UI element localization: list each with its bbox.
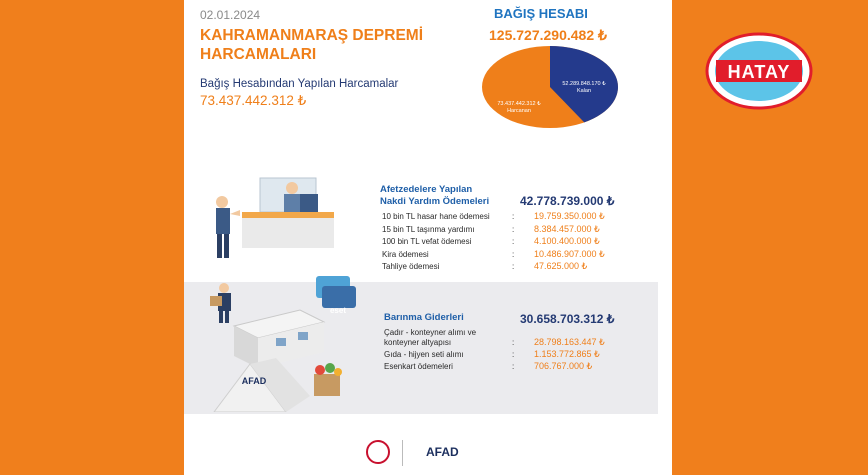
cash-aid-title-line1: Afetzedelere Yapılan (380, 184, 473, 195)
date: 02.01.2024 (200, 8, 261, 22)
shelter-row-label-line1: Çadır - konteyner alımı ve (384, 328, 477, 337)
hatay-channel-logo (704, 32, 814, 110)
shelter-row-label (384, 328, 476, 348)
row-separator: : (512, 212, 515, 221)
pie-remaining-text (556, 81, 612, 95)
pie-spent-value: 73.437.442.312 ₺ (497, 101, 541, 107)
service-desk-illustration (208, 164, 348, 268)
infographic-panel (184, 0, 672, 475)
shelter-row-label (384, 362, 453, 372)
shelter-row-value: 28.798.163.447 ₺ (534, 337, 605, 347)
row-separator: : (512, 249, 515, 259)
shelter-row-label (384, 350, 464, 360)
cash-aid-row-value: 19.759.350.000 ₺ (534, 211, 605, 221)
cash-aid-row-value: 47.625.000 ₺ (534, 261, 588, 271)
pie-spent-label: Harcanan (507, 108, 531, 114)
cash-aid-row-value: 10.486.907.000 ₺ (534, 248, 605, 259)
cash-aid-row-label: Tahliye ödemesi (382, 262, 440, 271)
cash-aid-section (184, 156, 672, 278)
cash-aid-row-value: 4.100.400.000 ₺ (534, 236, 600, 246)
shelter-section (184, 282, 658, 414)
ministry-emblem (366, 440, 390, 464)
spent-label: Bağış Hesabından Yapılan Harcamalar (200, 78, 399, 90)
shelter-row-label-line1: Gıda - hijyen seti alımı (384, 350, 464, 359)
cash-aid-title-line2: Nakdi Yardım Ödemeleri (380, 196, 490, 207)
donation-total: 125.727.290.482 ₺ (489, 27, 607, 43)
shelter-title: Barınma Giderleri (384, 312, 464, 323)
cash-aid-row-label: 15 bin TL taşınma yardımı (382, 224, 475, 234)
shelter-row-label-line2: konteyner altyapısı (384, 338, 452, 347)
row-separator: : (512, 262, 515, 271)
row-separator: : (512, 338, 515, 347)
donation-title: BAĞIŞ HESABI (494, 6, 588, 21)
page-title: KAHRAMANMARAŞ DEPREMİ HARCAMALARI (200, 27, 424, 63)
cash-aid-total: 42.778.739.000 ₺ (520, 194, 615, 208)
shelter-row-label-line1: Esenkart ödemeleri (384, 362, 453, 371)
row-separator: : (512, 237, 515, 246)
spent-amount: 73.437.442.312 ₺ (200, 93, 307, 108)
donation-pie (480, 45, 620, 129)
shelter-illustration (204, 276, 374, 412)
shelter-row-value: 1.153.772.865 ₺ (534, 349, 600, 359)
cash-aid-row-label: 10 bin TL hasar hane ödemesi (382, 212, 490, 221)
cash-aid-row-label: Kira ödemesi (382, 249, 429, 259)
footer-afad-logo: AFAD (426, 445, 459, 459)
pie-spent-text (488, 101, 550, 115)
row-separator: : (512, 350, 515, 359)
cash-aid-row-value: 8.384.457.000 ₺ (534, 223, 600, 234)
row-separator: : (512, 362, 515, 371)
hatay-logo-text: HATAY (727, 62, 791, 82)
cash-aid-row-label: 100 bin TL vefat ödemesi (382, 237, 472, 246)
pie-remaining-label: Kalan (576, 88, 592, 94)
shelter-row-value: 706.767.000 ₺ (534, 361, 593, 371)
shelter-total: 30.658.703.312 ₺ (520, 312, 615, 326)
cash-aid-title (380, 184, 489, 208)
footer-divider (402, 440, 403, 466)
pie-remaining-value: 52.289.848.170 ₺ (562, 81, 606, 87)
card-label: eset (329, 306, 346, 315)
tent-label: AFAD (241, 376, 267, 386)
row-separator: : (512, 224, 515, 234)
